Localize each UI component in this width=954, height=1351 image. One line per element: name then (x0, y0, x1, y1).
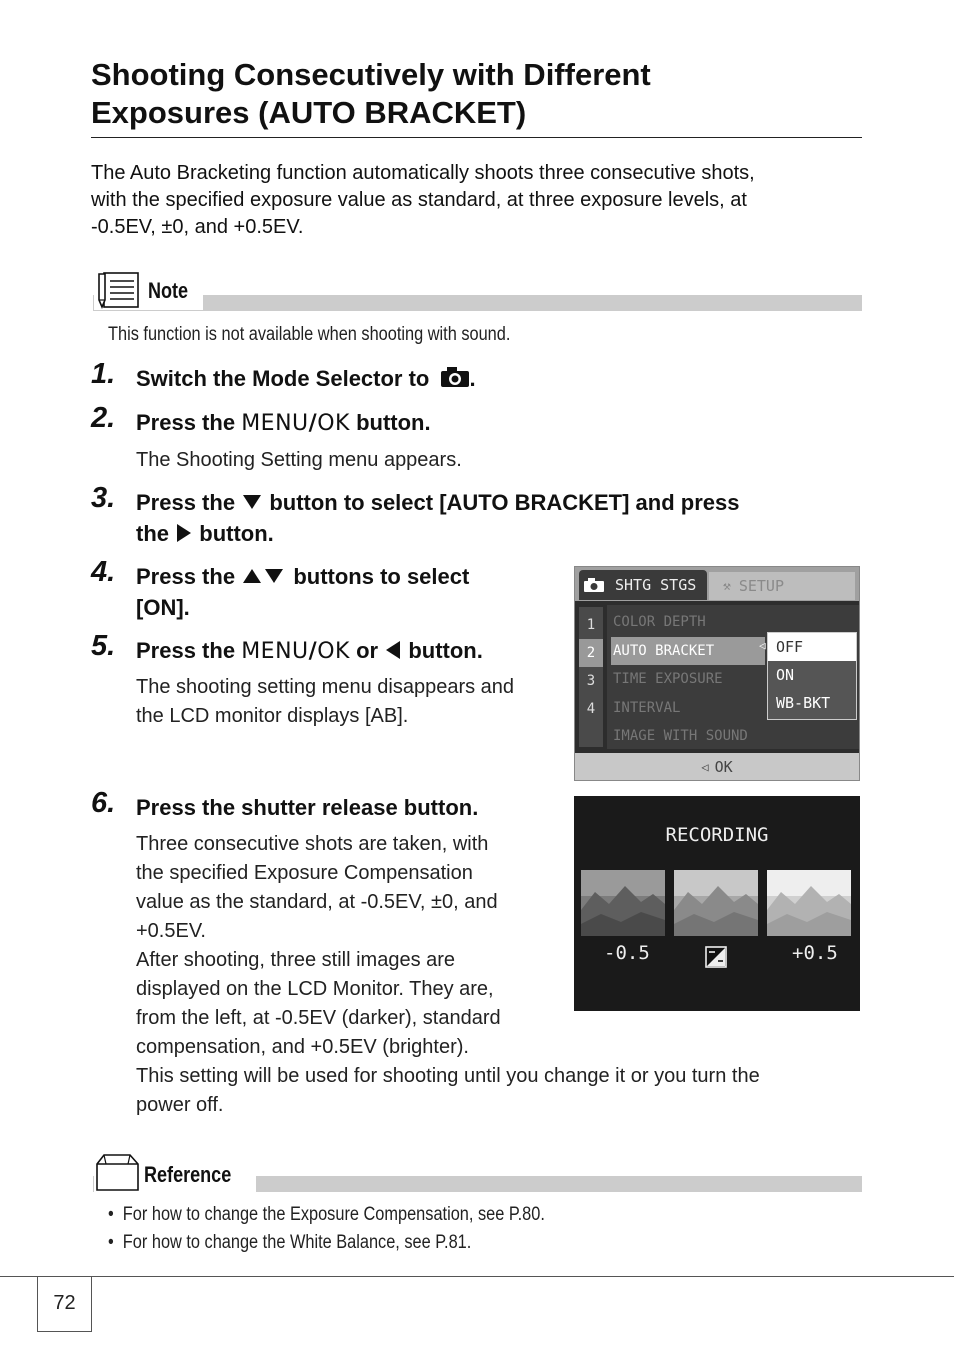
lcd-item-image-with-sound: IMAGE WITH SOUND (613, 728, 748, 744)
step-4-title (136, 561, 556, 623)
lcd-option-left-arrow-icon: ◁ (759, 639, 766, 652)
step-4-line2: [ON]. (136, 595, 190, 620)
bullet-dot: • (108, 1232, 123, 1253)
ok-text: OK (317, 639, 350, 664)
step-6-line-6: displayed on the LCD Monitor. They are, (136, 978, 494, 1000)
ok-text: OK (317, 411, 350, 436)
step-1-text: Switch the Mode Selector to (136, 366, 430, 391)
intro-line-2: with the specified exposure value as standard, at three exposure levels, at (91, 189, 747, 211)
step-6-line-7: from the left, at -0.5EV (darker), standard (136, 1007, 501, 1029)
lcd-footer-ok: OK (714, 757, 733, 776)
footer-rule (0, 1276, 954, 1277)
step-2-post: button. (356, 410, 431, 435)
exposure-minus-label: -0.5 (604, 942, 650, 964)
reference-label: Reference (144, 1162, 232, 1187)
menu-text: MENU (241, 411, 309, 436)
step-6-line-1: Three consecutive shots are taken, with (136, 833, 489, 855)
step-5-number: 5 . (91, 630, 115, 663)
step-2-pre: Press the (136, 410, 236, 435)
lcd-item-interval: INTERVAL (613, 699, 681, 716)
step-5-post: button. (408, 638, 483, 663)
lcd-item-auto-bracket: AUTO BRACKET (611, 637, 765, 666)
page-title-line-1: Shooting Consecutively with Different (91, 57, 651, 92)
lcd-menu-items (613, 608, 765, 751)
lcd-option-popup (767, 632, 857, 720)
lcd-footer (575, 753, 859, 780)
step-2-description: The Shooting Setting menu appears. (136, 449, 462, 471)
step-5-title (136, 635, 483, 667)
lcd-footer-left-arrow-icon: ◁ (701, 759, 709, 774)
slash-text: / (308, 639, 318, 664)
step-5-desc-line-2: the LCD monitor displays [AB]. (136, 705, 409, 727)
right-arrow-icon (175, 523, 193, 543)
page-number: 72 (53, 1292, 76, 1314)
reference-list (108, 1204, 616, 1254)
reference-book-icon (94, 1150, 142, 1194)
reference-item-text: For how to change the White Balance, see P.81. (122, 1232, 472, 1253)
intro-paragraph (91, 160, 862, 241)
left-arrow-icon (384, 640, 402, 660)
intro-line-1: The Auto Bracketing function automatically shoots three consecutive shots, (91, 162, 755, 184)
step-5-or: or (356, 638, 379, 663)
step-6-line-3: value as the standard, at -0.5EV, ±0, and (136, 891, 498, 913)
exposure-compensation-icon (705, 946, 727, 968)
step-4-number: 4 . (91, 556, 115, 589)
step-3-line2-pre: the (136, 521, 169, 546)
step-2-number: 2 . (91, 402, 115, 435)
slash-text: / (308, 411, 318, 436)
reference-item (108, 1232, 545, 1254)
lcd-item-time-exposure: TIME EXPOSURE (613, 671, 723, 687)
lcd-tab-shooting (579, 570, 707, 600)
lcd-tab-setup (709, 572, 855, 600)
lcd-recording-screen (574, 796, 860, 1011)
step-5-description (136, 673, 566, 731)
note-pad-icon (94, 270, 142, 310)
step-6-number: 6 . (91, 787, 115, 820)
down-arrow-icon (241, 493, 263, 511)
up-down-arrows-icon (241, 567, 287, 585)
camera-tab-icon (583, 577, 605, 593)
step-4-pre: Press the (136, 564, 236, 589)
step-3-mid: button to select [AUTO BRACKET] and press (269, 490, 740, 515)
lcd-page-numbers (579, 611, 603, 723)
note-label: Note (148, 278, 189, 303)
thumbnail-darker (581, 870, 665, 936)
step-1-title (136, 363, 476, 394)
step-3-number: 3 . (91, 482, 115, 515)
lcd-page-1: 1 (586, 617, 596, 633)
step-6-line-9: This setting will be used for shooting until you change it or you turn the (136, 1065, 760, 1087)
step-3-line2-post: button. (199, 521, 274, 546)
lcd-page-3: 3 (586, 673, 596, 689)
lcd-tab-active-label: SHTG STGS (615, 576, 697, 594)
step-3-title (136, 487, 862, 549)
thumbnail-brighter (767, 870, 851, 936)
step-5-desc-line-1: The shooting setting menu disappears and (136, 676, 515, 698)
step-3-pre: Press the (136, 490, 236, 515)
lcd-item-color-depth: COLOR DEPTH (613, 614, 706, 630)
intro-line-3: -0.5EV, ±0, and +0.5EV. (91, 216, 304, 238)
lcd-page-2: 2 (579, 639, 603, 667)
lcd-option-off: OFF (768, 633, 856, 661)
page-title (91, 56, 862, 132)
title-divider (91, 137, 862, 138)
step-6-line-5: After shooting, three still images are (136, 949, 456, 971)
menu-ok-label (241, 639, 350, 664)
menu-ok-label (241, 411, 350, 436)
page-title-line-2: Exposures (AUTO BRACKET) (91, 95, 527, 130)
setup-tools-icon: ⚒ (723, 578, 731, 594)
step-1-end: . (469, 366, 476, 391)
step-6-line-8: compensation, and +0.5EV (brighter). (136, 1036, 469, 1058)
lcd-option-wb-bkt: WB-BKT (776, 694, 831, 712)
lcd-option-on: ON (776, 666, 795, 684)
lcd-tab-inactive-label: SETUP (738, 577, 784, 595)
note-header-bar (93, 295, 862, 311)
bullet-dot: • (108, 1204, 123, 1225)
step-6-title: Press the shutter release button. (136, 795, 479, 820)
note-text: This function is not available when shooting with sound. (108, 324, 511, 345)
step-6-line-10: power off. (136, 1094, 224, 1116)
page-number-box (37, 1276, 92, 1332)
step-4-post: buttons to select (293, 564, 470, 589)
step-5-pre: Press the (136, 638, 236, 663)
reference-item-text: For how to change the Exposure Compensation, see P.80. (122, 1204, 545, 1225)
note-header (94, 270, 203, 310)
camera-mode-icon (440, 366, 470, 388)
lcd-recording-title: RECORDING (665, 824, 769, 846)
step-2-title (136, 407, 431, 439)
reference-item (108, 1204, 545, 1226)
reference-header (94, 1148, 256, 1194)
step-6-line-4: +0.5EV. (136, 920, 206, 942)
step-1-number: 1 . (91, 358, 115, 391)
thumbnail-standard (674, 870, 758, 936)
step-6-line-2: the specified Exposure Compensation (136, 862, 473, 884)
lcd-page-4: 4 (586, 701, 596, 717)
exposure-plus-label: +0.5 (792, 942, 838, 964)
menu-text: MENU (241, 639, 309, 664)
lcd-shooting-menu-screen (574, 566, 860, 781)
